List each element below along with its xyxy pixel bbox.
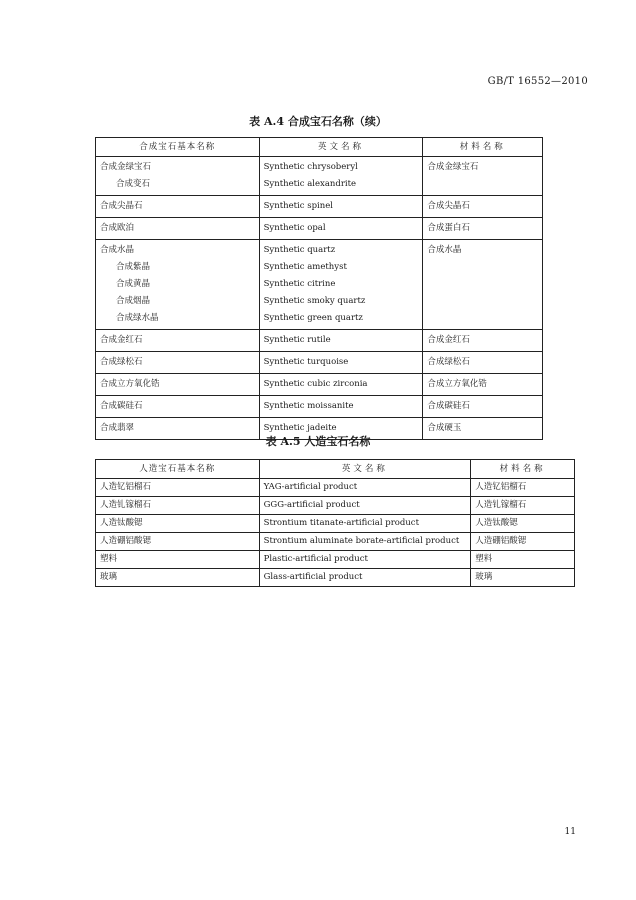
en-name-line: Synthetic jadeite: [263, 423, 337, 433]
table-row: [96, 374, 543, 396]
column-header-en-name: 英文名称: [259, 460, 471, 479]
table-header-row: [96, 138, 543, 157]
cn-name-line: 合成黄晶: [116, 279, 151, 289]
document-code: GB/T 16552—2010: [487, 76, 588, 87]
table-row: [96, 240, 543, 330]
cell-material: 塑料: [471, 551, 575, 569]
cell-cn-name: 人造钛酸锶: [96, 515, 260, 533]
table-row: [96, 157, 543, 196]
cell-cn-name: 玻璃: [96, 569, 260, 587]
cell-material: 合成绿松石: [423, 352, 543, 374]
cell-cn-name: 塑料: [96, 551, 260, 569]
en-name-line: Synthetic alexandrite: [263, 179, 357, 189]
cell-material: 人造钇铝榴石: [471, 479, 575, 497]
cell-en-name: [259, 374, 423, 396]
table-header-row: [96, 460, 575, 479]
cell-material: 人造硼铝酸锶: [471, 533, 575, 551]
column-header-material: 材料名称: [471, 460, 575, 479]
cell-material: 合成金红石: [423, 330, 543, 352]
column-header-material: 材料名称: [423, 138, 543, 157]
cell-cn-name: [96, 157, 260, 196]
en-name-line: Synthetic spinel: [263, 201, 333, 211]
en-name-line: Synthetic smoky quartz: [263, 296, 366, 306]
cell-material: 合成立方氧化锆: [423, 374, 543, 396]
cn-name-line: 合成金红石: [100, 335, 143, 345]
cell-cn-name: [96, 374, 260, 396]
column-header-en-name: 英文名称: [259, 138, 423, 157]
cn-name-line: 合成尖晶石: [100, 201, 143, 211]
cn-name-line: 合成烟晶: [116, 296, 151, 306]
cn-name-line: 合成紫晶: [116, 262, 151, 272]
table-row: [96, 218, 543, 240]
en-name-line: Synthetic turquoise: [263, 357, 349, 367]
cn-name-line: 合成翡翠: [100, 423, 135, 433]
page-number: 11: [564, 827, 576, 837]
en-name-line: Synthetic cubic zirconia: [263, 379, 368, 389]
cell-cn-name: [96, 240, 260, 330]
cell-cn-name: 人造硼铝酸锶: [96, 533, 260, 551]
cn-name-line: 合成水晶: [100, 245, 135, 255]
cn-name-line: 合成金绿宝石: [100, 162, 152, 172]
cell-en-name: GGG-artificial product: [259, 497, 471, 515]
cell-en-name: YAG-artificial product: [259, 479, 471, 497]
cn-name-line: 合成立方氧化锆: [100, 379, 160, 389]
cn-name-line: 合成欧泊: [100, 223, 135, 233]
cn-name-line: 合成绿松石: [100, 357, 143, 367]
table-row: [96, 479, 575, 497]
cell-material: 玻璃: [471, 569, 575, 587]
cell-material: 合成碳硅石: [423, 396, 543, 418]
cell-en-name: [259, 240, 423, 330]
cell-en-name: Strontium aluminate borate-artificial product: [259, 533, 471, 551]
en-name-line: Synthetic quartz: [263, 245, 336, 255]
cn-name-line: 合成绿水晶: [116, 313, 159, 323]
cell-en-name: Strontium titanate-artificial product: [259, 515, 471, 533]
cell-en-name: [259, 352, 423, 374]
table-row: [96, 396, 543, 418]
table-row: [96, 330, 543, 352]
cell-cn-name: [96, 196, 260, 218]
table-a5: [95, 459, 575, 587]
table-row: [96, 533, 575, 551]
table-row: [96, 196, 543, 218]
cell-material: 人造钛酸锶: [471, 515, 575, 533]
cell-material: 合成尖晶石: [423, 196, 543, 218]
cell-material: 合成水晶: [423, 240, 543, 330]
table-a4: [95, 137, 543, 440]
table-row: [96, 515, 575, 533]
cell-en-name: [259, 330, 423, 352]
table-a4-caption: 表 A.4 合成宝石名称（续）: [249, 115, 387, 128]
en-name-line: Synthetic opal: [263, 223, 326, 233]
cell-en-name: [259, 218, 423, 240]
cell-cn-name: [96, 330, 260, 352]
cell-material: 人造钆镓榴石: [471, 497, 575, 515]
table-row: [96, 569, 575, 587]
cell-en-name: [259, 396, 423, 418]
column-header-cn-name: 合成宝石基本名称: [96, 138, 260, 157]
cell-cn-name: [96, 218, 260, 240]
en-name-line: Synthetic citrine: [263, 279, 336, 289]
cell-material: 合成金绿宝石: [423, 157, 543, 196]
cn-name-line: 合成碳硅石: [100, 401, 143, 411]
en-name-line: Synthetic moissanite: [263, 401, 354, 411]
cell-en-name: [259, 157, 423, 196]
en-name-line: Synthetic rutile: [263, 335, 331, 345]
table-a5-caption: 表 A.5 人造宝石名称: [265, 435, 371, 448]
cell-material: 合成蛋白石: [423, 218, 543, 240]
column-header-cn-name: 人造宝石基本名称: [96, 460, 260, 479]
en-name-line: Synthetic green quartz: [263, 313, 363, 323]
cell-cn-name: [96, 352, 260, 374]
cn-name-line: 合成变石: [116, 179, 151, 189]
en-name-line: Synthetic chrysoberyl: [263, 162, 358, 172]
en-name-line: Synthetic amethyst: [263, 262, 347, 272]
cell-en-name: [259, 196, 423, 218]
cell-material: 合成硬玉: [423, 418, 543, 440]
cell-cn-name: [96, 396, 260, 418]
cell-en-name: Plastic-artificial product: [259, 551, 471, 569]
table-row: [96, 497, 575, 515]
table-row: [96, 352, 543, 374]
cell-cn-name: 人造钇铝榴石: [96, 479, 260, 497]
cell-cn-name: 人造钆镓榴石: [96, 497, 260, 515]
table-row: [96, 551, 575, 569]
cell-en-name: Glass-artificial product: [259, 569, 471, 587]
